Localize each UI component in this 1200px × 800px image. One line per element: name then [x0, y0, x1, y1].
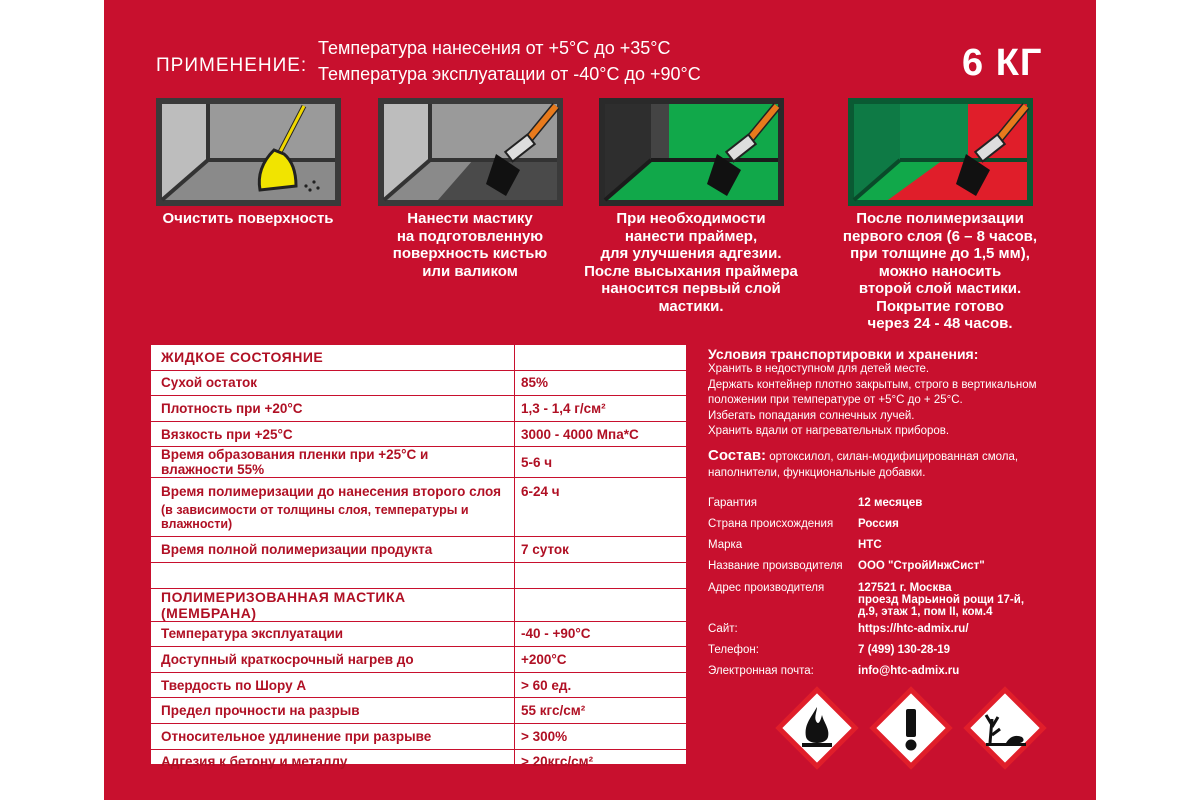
table-row: Время полной полимеризации продукта 7 суток — [151, 537, 687, 563]
table-row: Плотность при +20°С 1,3 - 1,4 г/см² — [151, 396, 687, 422]
table-row: Твердость по Шору А > 60 ед. — [151, 672, 687, 698]
info-label: Адрес производителя — [708, 582, 825, 594]
step-1-image — [156, 98, 341, 206]
info-value: Россия — [858, 518, 899, 530]
email-link[interactable]: info@htc-admix.ru — [858, 665, 960, 677]
table-row: Относительное удлинение при разрыве > 300% — [151, 723, 687, 749]
package-weight: 6 КГ — [962, 42, 1043, 84]
info-value: ООО "СтройИнжСист" — [858, 560, 985, 572]
table-row: Время полимеризации до нанесения второго слоя (в зависимости от толщины слоя, температуры и влажности) 6-24 ч — [151, 478, 687, 537]
info-label: Гарантия — [708, 497, 758, 509]
storage-title: Условия транспортировки и хранения: — [708, 346, 979, 362]
table-row: Адгезия к бетону и металлу > 20кгс/см² — [151, 749, 687, 775]
table-row: ПОЛИМЕРИЗОВАННАЯ МАСТИКА (МЕМБРАНА) — [151, 588, 687, 621]
step-1-text: Очистить поверхность — [162, 210, 334, 227]
table-row: ЖИДКОЕ СОСТОЯНИЕ — [151, 345, 687, 371]
info-value: 12 месяцев — [858, 497, 923, 509]
composition: Состав: ортоксилол, силан-модифицированная смола, наполнители, функциональные добавки. — [708, 447, 1019, 479]
info-label: Сайт: — [708, 623, 738, 635]
application-temp-operate: Температура эксплуатации от -40°С до +90°С — [318, 64, 701, 84]
table-row: Время образования пленки при +25°С и влажности 55% 5-6 ч — [151, 447, 687, 478]
flame-hazard-icon — [774, 685, 860, 771]
table-row: Предел прочности на разрыв 55 кгс/см² — [151, 698, 687, 724]
info-value: 127521 г. Москва проезд Марьиной рощи 17-й, д.9, этаж 1, пом II, ком.4 — [858, 582, 1025, 618]
specification-table — [150, 344, 687, 770]
info-label: Электронная почта: — [708, 665, 814, 677]
step-2-image — [378, 98, 563, 206]
website-link[interactable]: https://htc-admix.ru/ — [858, 623, 969, 635]
info-value: НТС — [858, 539, 882, 551]
table-row: Сухой остаток 85% — [151, 370, 687, 396]
step-2-text: Нанести мастику на подготовленную поверхность кистью или валиком — [392, 210, 548, 280]
info-label: Телефон: — [708, 644, 759, 656]
table-row: Вязкость при +25°С 3000 - 4000 Мпа*С — [151, 421, 687, 447]
step-4-image — [848, 98, 1033, 206]
table-row: Доступный краткосрочный нагрев до +200°С — [151, 647, 687, 673]
exclamation-hazard-icon — [868, 685, 954, 771]
product-label — [104, 0, 1096, 800]
step-4-text: После полимеризации первого слоя (6 – 8 часов, при толщине до 1,5 мм), можно наносить второй слой мастики. Покрытие готово через 24 - 48 часов. — [842, 210, 1038, 332]
table-row: Температура эксплуатации -40 - +90°С — [151, 621, 687, 647]
application-title: ПРИМЕНЕНИЕ: — [156, 55, 308, 76]
environment-hazard-icon — [962, 685, 1048, 771]
application-temp-apply: Температура нанесения от +5°С до +35°С — [318, 38, 671, 58]
table-row — [151, 562, 687, 588]
info-label: Марка — [708, 539, 743, 551]
step-3-text: При необходимости нанести праймер, для улучшения адгезии. После высыхания праймера наносится первый слой мастики. — [584, 210, 798, 315]
info-label: Название производителя — [708, 560, 843, 572]
info-label: Страна происхождения — [708, 518, 834, 530]
phone-link[interactable]: 7 (499) 130-28-19 — [858, 644, 951, 656]
storage-text: Хранить в недоступном для детей месте. Держать контейнер плотно закрытым, строго в вертикальном положении при температуре от +5°С до + 25°С. Избегать попадания солнечных лучей. Хранить вдали от нагревательных приборов. — [708, 363, 1037, 437]
step-3-image — [599, 98, 784, 206]
